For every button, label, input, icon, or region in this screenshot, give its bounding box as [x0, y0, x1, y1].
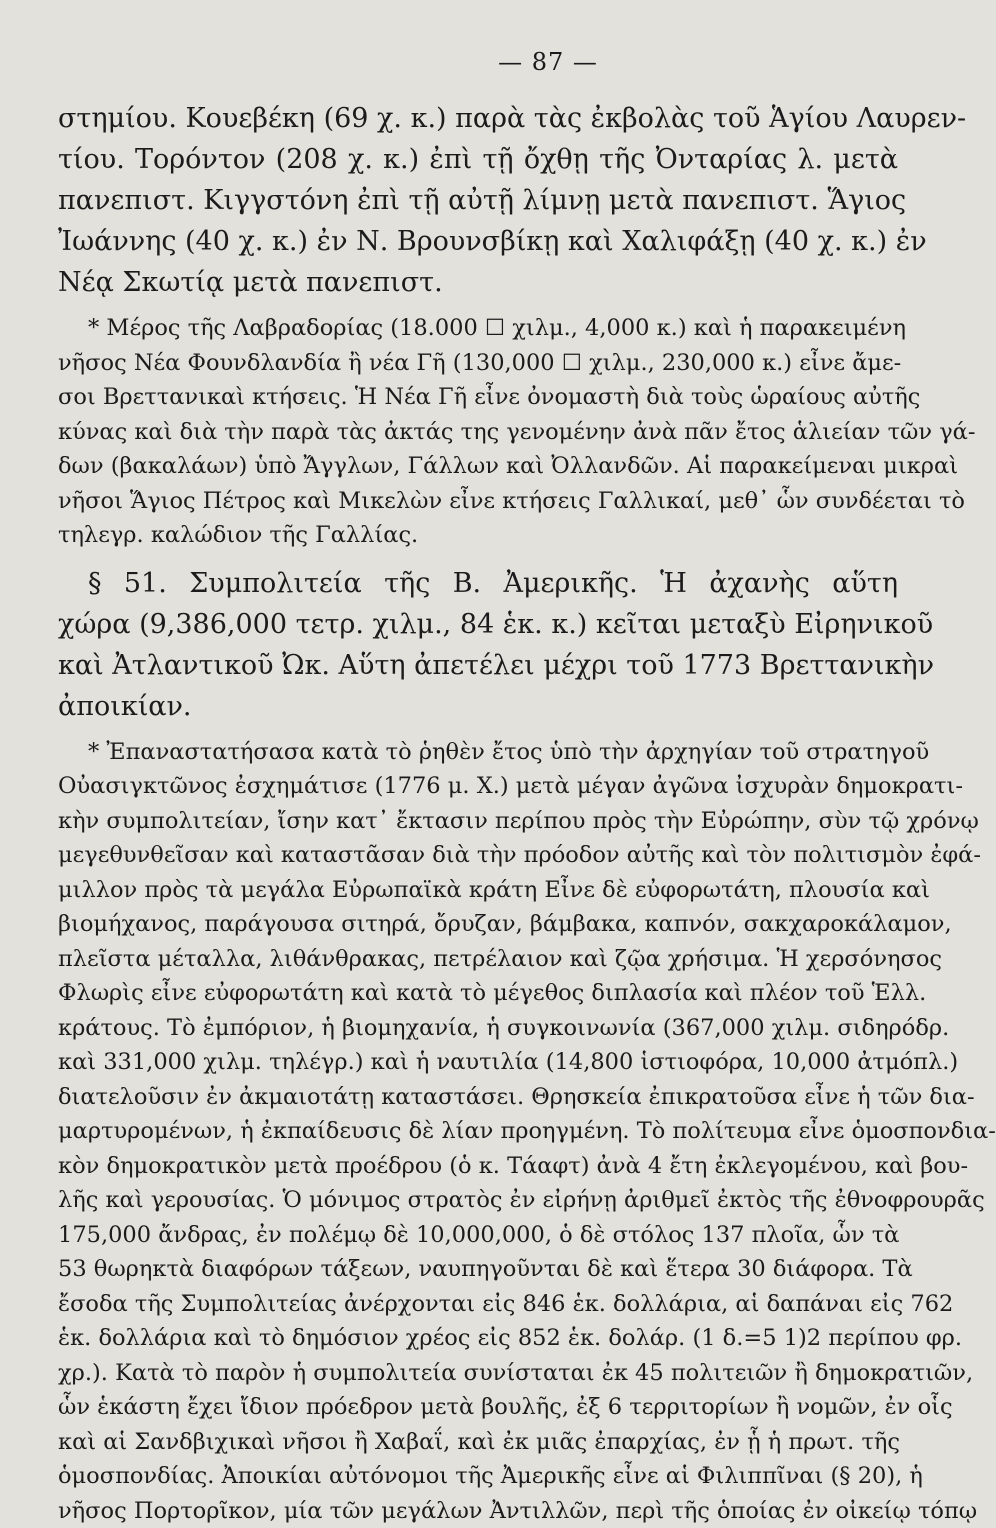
text-line: ἑκ. δολλάρια καὶ τὸ δημόσιον χρέος εἰς 852 ἑκ. δολάρ. (1 δ.=5 1)2 περίπου φρ. [58, 1321, 898, 1356]
text-line: ὧν ἑκάστη ἔχει ἴδιον πρόεδρον μετὰ βουλῆς, ἐξ 6 τερριτορίων ἢ νομῶν, ἐν οἷς [58, 1390, 898, 1425]
text-line: νῆσος Νέα Φουνδλανδία ἢ νέα Γῆ (130,000 ☐ χιλμ., 230,000 κ.) εἶνε ἄμε- [58, 346, 898, 381]
footnote-united-states [58, 735, 898, 1528]
text-line: κὸν δημοκρατικὸν μετὰ προέδρου (ὁ κ. Τάαφτ) ἀνὰ 4 ἔτη ἐκλεγομένου, καὶ βου- [58, 1149, 898, 1184]
text-line: * Μέρος τῆς Λαβραδορίας (18.000 ☐ χιλμ., 4,000 κ.) καὶ ἡ παρακειμένη [58, 311, 898, 346]
text-line: Νέᾳ Σκωτίᾳ μετὰ πανεπιστ. [58, 262, 898, 303]
text-line: κύνας καὶ διὰ τὴν παρὰ τὰς ἀκτάς της γενομένην ἀνὰ πᾶν ἔτος ἁλιείαν τῶν γά- [58, 415, 898, 450]
text-line: πλεῖστα μέταλλα, λιθάνθρακας, πετρέλαιον καὶ ζῷα χρήσιμα. Ἡ χερσόνησος [58, 942, 898, 977]
section-51-united-states [58, 563, 898, 727]
text-line: καὶ αἱ Σανδβιχικαὶ νῆσοι ἢ Χαβαΐ, καὶ ἐκ μιᾶς ἐπαρχίας, ἐν ᾗ ἡ πρωτ. τῆς [58, 1425, 898, 1460]
text-line: Ἰωάννης (40 χ. κ.) ἐν Ν. Βρουνσβίκῃ καὶ Χαλιφάξῃ (40 χ. κ.) ἐν [58, 221, 898, 262]
text-line: καὶ 331,000 χιλμ. τηλέγρ.) καὶ ἡ ναυτιλία (14,800 ἱστιοφόρα, 10,000 ἀτμόπλ.) [58, 1045, 898, 1080]
text-line: δων (βακαλάων) ὑπὸ Ἄγγλων, Γάλλων καὶ Ὀλλανδῶν. Αἱ παρακείμεναι μικραὶ [58, 449, 898, 484]
text-line: στημίου. Κουεβέκη (69 χ. κ.) παρὰ τὰς ἐκβολὰς τοῦ Ἁγίου Λαυρεν- [58, 98, 898, 139]
text-line: ἀποικίαν. [58, 686, 898, 727]
text-line: μαρτυρομένων, ἡ ἐκπαίδευσις δὲ λίαν προηγμένη. Τὸ πολίτευμα εἶνε ὁμοσπονδια- [58, 1114, 898, 1149]
text-line: χώρα (9,386,000 τετρ. χιλμ., 84 ἑκ. κ.) κεῖται μεταξὺ Εἰρηνικοῦ [58, 604, 898, 645]
text-line: κὴν συμπολιτείαν, ἴσην κατ᾽ ἔκτασιν περίπου πρὸς τὴν Εὐρώπην, σὺν τῷ χρόνῳ [58, 804, 898, 839]
text-line: νῆσος Πορτορῖκον, μία τῶν μεγάλων Ἀντιλλῶν, περὶ τῆς ὁποίας ἐν οἰκείῳ τόπῳ [58, 1494, 898, 1528]
text-line: Οὐασιγκτῶνος ἐσχημάτισε (1776 μ. Χ.) μετὰ μέγαν ἀγῶνα ἰσχυρὰν δημοκρατι- [58, 769, 898, 804]
text-line: κράτους. Τὸ ἐμπόριον, ἡ βιομηχανία, ἡ συγκοινωνία (367,000 χιλμ. σιδηρόδρ. [58, 1011, 898, 1046]
text-line: σοι Βρεττανικαὶ κτήσεις. Ἡ Νέα Γῆ εἶνε ὀνομαστὴ διὰ τοὺς ὡραίους αὐτῆς [58, 380, 898, 415]
text-line: πανεπιστ. Κιγγστόνη ἐπὶ τῇ αὐτῇ λίμνῃ μετὰ πανεπιστ. Ἅγιος [58, 180, 898, 221]
text-line: λῆς καὶ γερουσίας. Ὁ μόνιμος στρατὸς ἐν εἰρήνῃ ἀριθμεῖ ἐκτὸς τῆς ἐθνοφρουρᾶς [58, 1183, 898, 1218]
main-paragraph-cities [58, 98, 898, 303]
text-line: μιλλον πρὸς τὰ μεγάλα Εὐρωπαϊκὰ κράτη Εἶνε δὲ εὐφορωτάτη, πλουσία καὶ [58, 873, 898, 908]
text-line: νῆσοι Ἅγιος Πέτρος καὶ Μικελὼν εἶνε κτήσεις Γαλλικαί, μεθ᾽ ὧν συνδέεται τὸ [58, 484, 898, 519]
text-line: καὶ Ἀτλαντικοῦ Ὠκ. Αὕτη ἀπετέλει μέχρι τοῦ 1773 Βρεττανικὴν [58, 645, 898, 686]
text-line: ἔσοδα τῆς Συμπολιτείας ἀνέρχονται εἰς 846 ἑκ. δολλάρια, αἱ δαπάναι εἰς 762 [58, 1287, 898, 1322]
text-line: ὁμοσπονδίας. Ἀποικίαι αὐτόνομοι τῆς Ἀμερικῆς εἶνε αἱ Φιλιππῖναι (§ 20), ἡ [58, 1459, 898, 1494]
section-heading-line: § 51. Συμπολιτεία τῆς Β. Ἀμερικῆς. Ἡ ἀχανὴς αὕτη [58, 563, 898, 604]
text-line: μεγεθυνθεῖσαν καὶ καταστᾶσαν διὰ τὴν πρόοδον αὐτῆς καὶ τὸν πολιτισμὸν ἐφά- [58, 838, 898, 873]
text-line: βιομήχανος, παράγουσα σιτηρά, ὄρυζαν, βάμβακα, καπνόν, σακχαροκάλαμον, [58, 907, 898, 942]
text-line: διατελοῦσιν ἐν ἀκμαιοτάτῃ καταστάσει. Θρησκεία ἐπικρατοῦσα εἶνε ἡ τῶν δια- [58, 1080, 898, 1115]
text-line: Φλωρὶς εἶνε εὐφορωτάτη καὶ κατὰ τὸ μέγεθος διπλασία καὶ πλέον τοῦ Ἑλλ. [58, 976, 898, 1011]
footnote-labrador [58, 311, 898, 553]
text-line: χρ.). Κατὰ τὸ παρὸν ἡ συμπολιτεία συνίσταται ἐκ 45 πολιτειῶν ἢ δημοκρατιῶν, [58, 1356, 898, 1391]
text-line: 53 θωρηκτὰ διαφόρων τάξεων, ναυπηγοῦνται δὲ καὶ ἕτερα 30 διάφορα. Τὰ [58, 1252, 898, 1287]
page-number: — 87 — [198, 48, 898, 76]
text-line: * Ἐπαναστατήσασα κατὰ τὸ ῥηθὲν ἔτος ὑπὸ τὴν ἀρχηγίαν τοῦ στρατηγοῦ [58, 735, 898, 770]
text-line: τηλεγρ. καλώδιον τῆς Γαλλίας. [58, 518, 898, 553]
text-line: 175,000 ἄνδρας, ἐν πολέμῳ δὲ 10,000,000, ὁ δὲ στόλος 137 πλοῖα, ὧν τὰ [58, 1218, 898, 1253]
text-line: τίου. Τορόντον (208 χ. κ.) ἐπὶ τῇ ὄχθῃ τῆς Ὀνταρίας λ. μετὰ [58, 139, 898, 180]
